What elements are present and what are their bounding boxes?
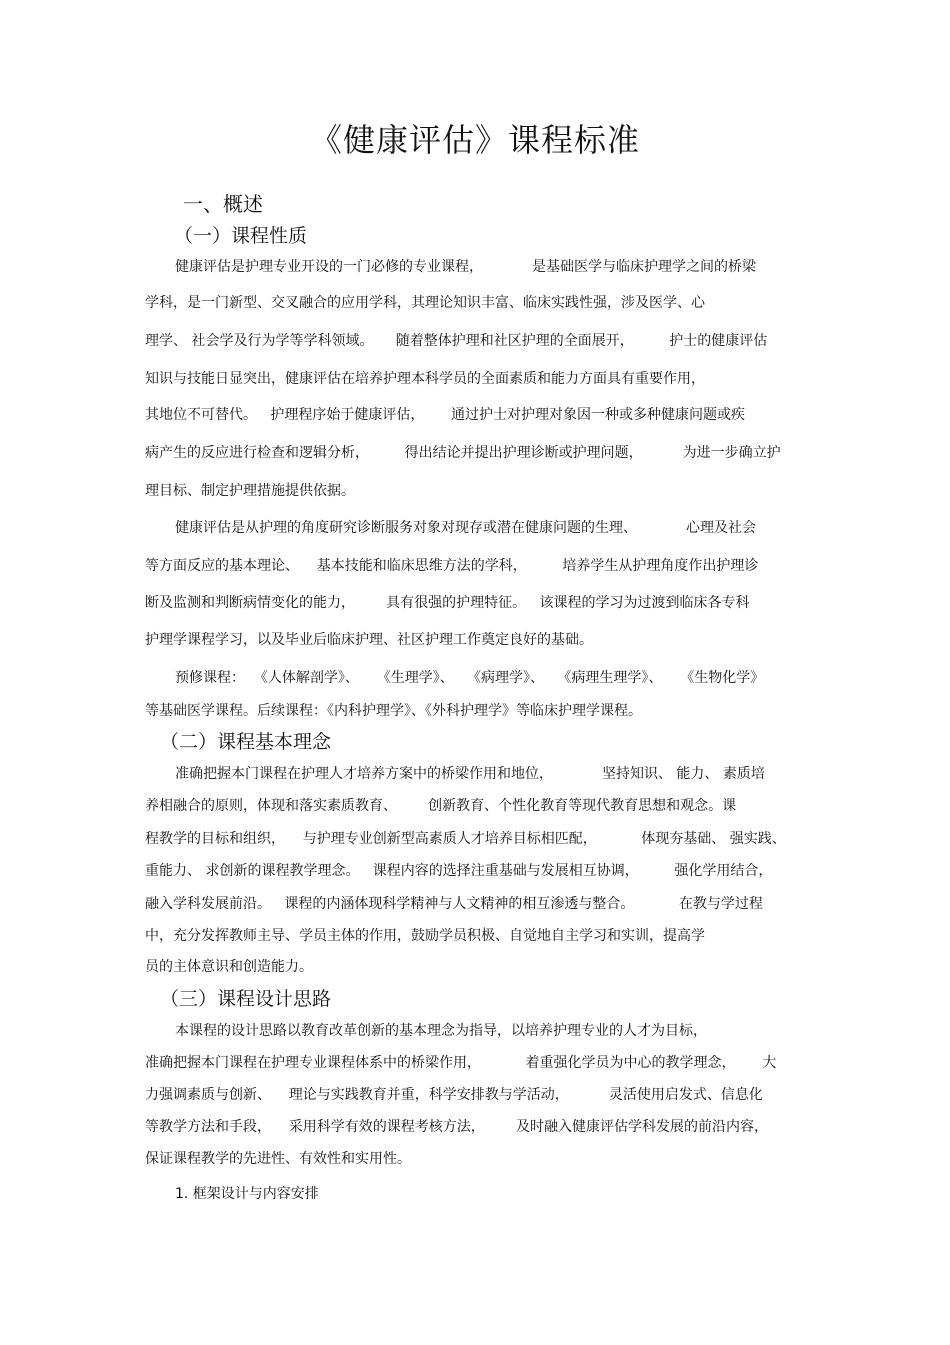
paragraph-line: 养相融合的原则，体现和落实素质教育、 创新教育、个性化教育等现代教育思想和观念。课 xyxy=(145,798,737,814)
paragraph-line: 融入学科发展前沿。 课程的内涵体现科学精神与人文精神的相互渗透与整合。 在教与学过程 xyxy=(145,896,763,912)
subsection-heading-course-nature: （一）课程性质 xyxy=(174,225,308,247)
paragraph-line: 保证课程教学的先进性、有效性和实用性。 xyxy=(145,1151,411,1167)
section-heading-overview: 一、概述 xyxy=(183,192,263,216)
paragraph-line: 知识与技能日显突出，健康评估在培养护理本科学员的全面素质和能力方面具有重要作用， xyxy=(145,371,705,387)
document-title: 《健康评估》课程标准 xyxy=(309,121,640,159)
paragraph-line: 员的主体意识和创造能力。 xyxy=(145,959,313,975)
paragraph-line: 病产生的反应进行检查和逻辑分析， 得出结论并提出护理诊断或护理问题， 为进一步确立护 xyxy=(145,445,781,461)
paragraph-line: 健康评估是护理专业开设的一门必修的专业课程， 是基础医学与临床护理学之间的桥梁 xyxy=(175,259,756,275)
paragraph-line: 其地位不可替代。 护理程序始于健康评估， 通过护士对护理对象因一种或多种健康问题或疾 xyxy=(145,407,746,423)
paragraph-line: 护理学课程学习，以及毕业后临床护理、社区护理工作奠定良好的基础。 xyxy=(145,632,593,648)
paragraph-line: 准确把握本门课程在护理人才培养方案中的桥梁作用和地位， 坚持知识、 能力、 素质培 xyxy=(175,766,765,782)
subsection-heading-basic-philosophy: （二）课程基本理念 xyxy=(160,731,332,753)
paragraph-line: 力强调素质与创新、 理论与实践教育并重，科学安排教与学活动， 灵活使用启发式、信息化 xyxy=(145,1087,763,1103)
numbered-item: 1. 框架设计与内容安排 xyxy=(175,1186,319,1202)
paragraph-line: 本课程的设计思路以教育改革创新的基本理念为指导，以培养护理专业的人才为目标， xyxy=(175,1023,707,1039)
paragraph-line: 学科，是一门新型、交叉融合的应用学科，其理论知识丰富、临床实践性强，涉及医学、心 xyxy=(145,295,705,311)
paragraph-line: 程教学的目标和组织， 与护理专业创新型高素质人才培养目标相匹配， 体现夯基础、 强实践、 xyxy=(145,831,786,847)
paragraph-line: 预修课程： 《人体解剖学》、 《生理学》、 《病理学》、 《病理生理学》、 《生物化学》 xyxy=(175,670,765,686)
paragraph-line: 中，充分发挥教师主导、学员主体的作用，鼓励学员积极、自觉地自主学习和实训，提高学 xyxy=(145,928,705,944)
paragraph-line: 理学、 社会学及行为学等学科领域。 随着整体护理和社区护理的全面展开， 护士的健康评估 xyxy=(145,333,768,349)
paragraph-line: 等基础医学课程。后续课程：《内科护理学》、《外科护理学》等临床护理学课程。 xyxy=(145,703,642,719)
paragraph-line: 等教学方法和手段， 采用科学有效的课程考核方法， 及时融入健康评估学科发展的前沿内容， xyxy=(145,1119,768,1135)
paragraph-line: 等方面反应的基本理论、 基本技能和临床思维方法的学科， 培养学生从护理角度作出护理诊 xyxy=(145,558,759,574)
paragraph-line: 准确把握本门课程在护理专业课程体系中的桥梁作用， 着重强化学员为中心的教学理念， 大 xyxy=(145,1055,777,1071)
paragraph-line: 理目标、制定护理措施提供依据。 xyxy=(145,483,355,499)
subsection-heading-design-approach: （三）课程设计思路 xyxy=(160,988,332,1010)
paragraph-line: 断及监测和判断病情变化的能力， 具有很强的护理特征。 该课程的学习为过渡到临床各专科 xyxy=(145,595,750,611)
paragraph-line: 健康评估是从护理的角度研究诊断服务对象对现存或潜在健康问题的生理、 心理及社会 xyxy=(175,520,756,536)
paragraph-line: 重能力、 求创新的课程教学理念。 课程内容的选择注重基础与发展相互协调， 强化学用结合， xyxy=(145,863,773,879)
